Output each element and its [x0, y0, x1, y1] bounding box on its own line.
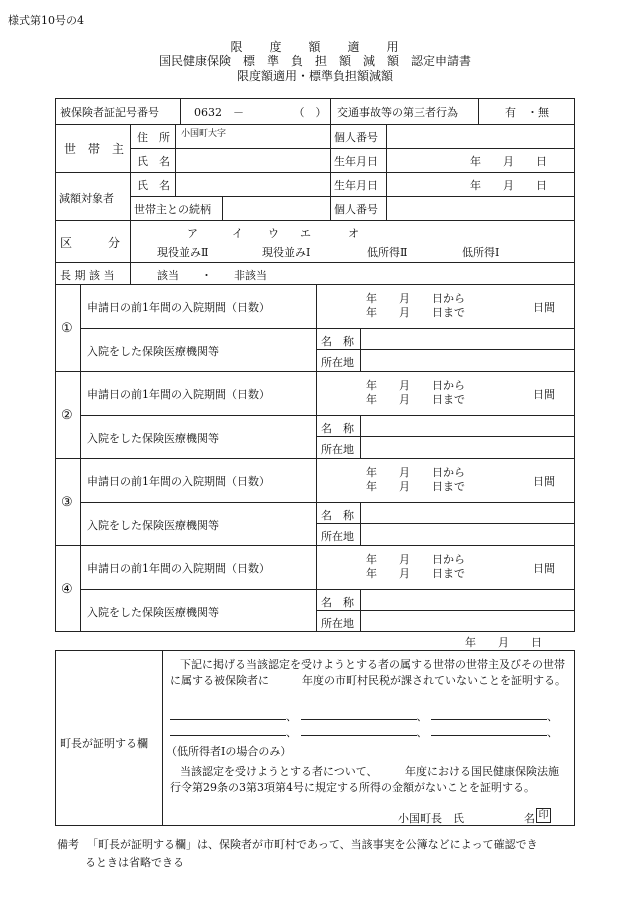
row-divider [55, 124, 575, 125]
row-divider [55, 172, 575, 173]
long-term-options[interactable]: 該当 ・ 非該当 [157, 269, 267, 282]
target-birth-date-format[interactable]: 年 月 日 [470, 179, 547, 192]
institution-location-label: 所在地 [321, 530, 354, 543]
institution-name-label: 名 称 [321, 422, 354, 435]
blank-line[interactable] [431, 719, 547, 720]
row-divider [316, 610, 575, 611]
row-divider [316, 436, 575, 437]
seal-mark: 印 [536, 808, 551, 823]
period-from[interactable]: 年 月 日から [366, 553, 465, 566]
comma: 、 [286, 710, 297, 723]
category-letter-e[interactable]: エ [300, 227, 311, 240]
low-income-note: （低所得者Ⅰの場合のみ） [166, 745, 292, 758]
insurance-card-number-label: 被保険者証記号番号 [60, 106, 159, 119]
institution-label: 入院をした保険医療機関等 [87, 606, 219, 619]
col-divider [175, 124, 176, 196]
admission-period-label: 申請日の前1年間の入院期間（日数） [87, 562, 270, 575]
category-option-2[interactable]: 現役並みⅠ [262, 246, 311, 259]
col-divider [360, 415, 361, 458]
target-name-label: 氏 名 [137, 179, 170, 192]
application-date[interactable]: 年 月 日 [465, 636, 542, 649]
blank-line-row-2 [170, 724, 558, 740]
col-divider [330, 124, 331, 220]
certification-text-1: 下記に掲げる当該認定を受けようとする者の属する世帯の世帯主及びその世帯に属する被保険者に 年度の市町村民税が課されていないことを証明する。 [170, 658, 566, 687]
col-divider [316, 545, 317, 632]
institution-label: 入院をした保険医療機関等 [87, 345, 219, 358]
comma: 、 [416, 710, 428, 723]
period-days[interactable]: 日間 [533, 562, 555, 575]
entry-number: ④ [61, 582, 73, 597]
period-to[interactable]: 年 月 日まで [366, 306, 465, 319]
row-divider [80, 589, 575, 590]
third-party-label: 交通事故等の第三者行為 [337, 106, 458, 119]
period-from[interactable]: 年 月 日から [366, 379, 465, 392]
row-divider [80, 415, 575, 416]
blank-line-row-1 [170, 708, 558, 724]
period-days[interactable]: 日間 [533, 301, 555, 314]
personal-number-label: 個人番号 [334, 131, 378, 144]
title-line-3: 限度額適用・標準負担額減額 [236, 69, 393, 83]
insurance-card-number-value[interactable]: 0632 － （ ） [194, 106, 327, 119]
target-personal-number-label: 個人番号 [334, 203, 378, 216]
blank-line[interactable] [431, 735, 547, 736]
col-divider [330, 98, 331, 124]
col-divider [130, 124, 131, 220]
col-divider [162, 650, 163, 826]
period-to[interactable]: 年 月 日まで [366, 567, 465, 580]
category-option-4[interactable]: 低所得Ⅰ [462, 246, 500, 259]
form-id: 様式第10号の4 [8, 14, 84, 27]
col-divider [360, 502, 361, 545]
col-divider [360, 328, 361, 371]
row-divider [316, 523, 575, 524]
blank-line[interactable] [170, 719, 286, 720]
address-label: 住 所 [137, 131, 170, 144]
col-divider [478, 98, 479, 124]
entry-divider [55, 545, 575, 546]
long-term-label: 長 期 該 当 [60, 269, 115, 282]
row-divider [55, 262, 575, 263]
col-divider [180, 98, 181, 124]
col-divider [130, 220, 131, 284]
col-divider [316, 371, 317, 458]
birth-date-label: 生年月日 [334, 155, 378, 168]
remarks-line-1: 「町長が証明する欄」は、保険者が市町村であって、当該事実を公簿などによって確認でき [87, 838, 538, 851]
address-value[interactable]: 小国町大字 [181, 129, 227, 139]
entry-number: ③ [61, 495, 73, 510]
col-divider [316, 284, 317, 371]
row-divider [80, 502, 575, 503]
comma: 、 [547, 726, 558, 739]
row-divider [80, 328, 575, 329]
category-letter-o[interactable]: オ [348, 227, 359, 240]
comma: 、 [547, 710, 558, 723]
period-to[interactable]: 年 月 日まで [366, 480, 465, 493]
seal-icon [536, 808, 551, 823]
period-days[interactable]: 日間 [533, 388, 555, 401]
institution-location-label: 所在地 [321, 443, 354, 456]
mayor-name-label: 名 [524, 812, 535, 825]
institution-name-label: 名 称 [321, 596, 354, 609]
row-divider [316, 349, 575, 350]
reduction-target-label: 減額対象者 [59, 192, 114, 205]
period-days[interactable]: 日間 [533, 475, 555, 488]
blank-line[interactable] [170, 735, 286, 736]
target-birth-date-label: 生年月日 [334, 179, 378, 192]
row-divider [130, 196, 575, 197]
title-line-1: 限 度 額 適 用 [230, 40, 400, 54]
period-from[interactable]: 年 月 日から [366, 466, 465, 479]
remarks-line-2: るときは省略できる [85, 856, 184, 869]
admission-period-label: 申請日の前1年間の入院期間（日数） [87, 301, 270, 314]
institution-name-label: 名 称 [321, 335, 354, 348]
institution-label: 入院をした保険医療機関等 [87, 519, 219, 532]
col-divider [316, 458, 317, 545]
title-line-2: 国民健康保険 標 準 負 担 額 減 額 認定申請書 [158, 54, 471, 68]
entry-number: ① [61, 321, 73, 336]
remarks-label: 備考 [57, 838, 79, 851]
blank-line[interactable] [301, 735, 417, 736]
category-label: 区 分 [60, 236, 121, 250]
blank-line[interactable] [301, 719, 417, 720]
head-of-household-label: 世 帯 主 [64, 142, 125, 156]
category-option-1[interactable]: 現役並みⅡ [157, 246, 209, 259]
period-from[interactable]: 年 月 日から [366, 292, 465, 305]
col-divider [360, 589, 361, 632]
certification-text-2: 当該認定を受けようとする者について、 年度における国民健康保険法施行令第29条の3第3項第4号に規定する所得の金額がないことを証明する。 [170, 765, 560, 794]
row-divider [130, 148, 575, 149]
col-divider [222, 196, 223, 220]
admission-period-label: 申請日の前1年間の入院期間（日数） [87, 388, 270, 401]
birth-date-format[interactable]: 年 月 日 [470, 155, 547, 168]
third-party-choice[interactable]: 有 ・無 [505, 106, 549, 119]
category-letter-i[interactable]: イ [232, 227, 243, 240]
category-letter-u[interactable]: ウ [268, 227, 279, 240]
name-label: 氏 名 [137, 155, 170, 168]
institution-name-label: 名 称 [321, 509, 354, 522]
entry-number: ② [61, 408, 73, 423]
institution-location-label: 所在地 [321, 356, 354, 369]
col-divider [386, 124, 387, 220]
comma: 、 [286, 726, 297, 739]
entry-divider [55, 371, 575, 372]
comma: 、 [416, 726, 428, 739]
certification-label: 町長が証明する欄 [60, 737, 148, 750]
category-option-3[interactable]: 低所得Ⅱ [367, 246, 408, 259]
row-divider [55, 284, 575, 285]
entry-divider [55, 458, 575, 459]
institution-label: 入院をした保険医療機関等 [87, 432, 219, 445]
admission-period-label: 申請日の前1年間の入院期間（日数） [87, 475, 270, 488]
mayor-signature: 小国町長 氏 [398, 812, 464, 825]
category-letter-a[interactable]: ア [187, 227, 198, 240]
relation-label: 世帯主との続柄 [134, 203, 211, 216]
period-to[interactable]: 年 月 日まで [366, 393, 465, 406]
row-divider [55, 220, 575, 221]
institution-location-label: 所在地 [321, 617, 354, 630]
